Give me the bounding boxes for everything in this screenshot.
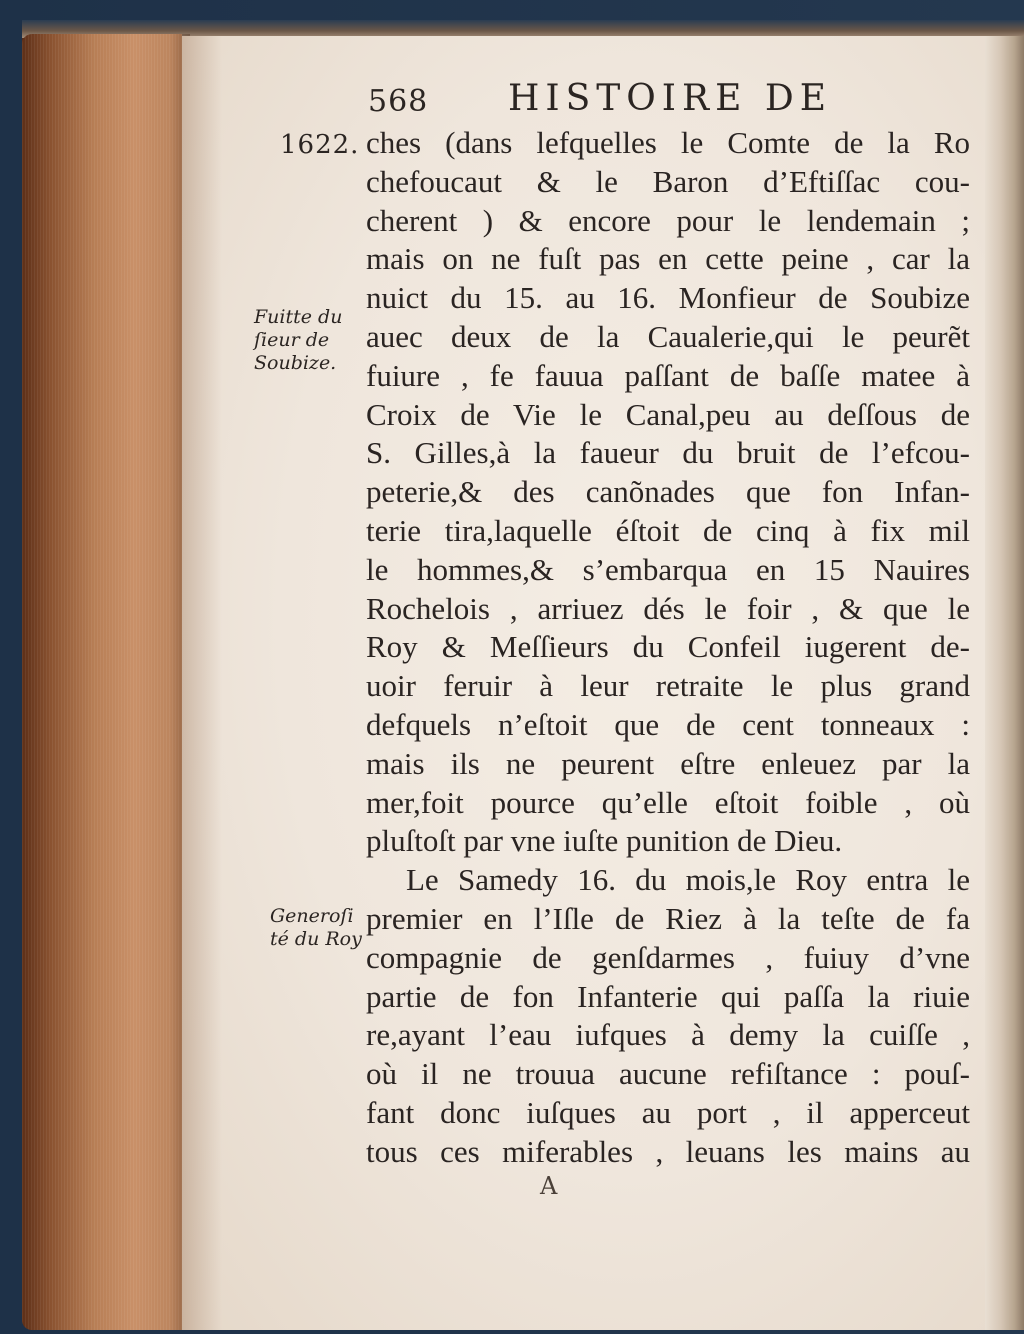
running-title: HISTOIRE DE <box>508 78 832 119</box>
text-line: uoir feruir à leur retraite le plus grand <box>366 668 970 704</box>
text-line: pluſtoſt par vne iuſte punition de Dieu. <box>366 823 843 859</box>
text-line: Rochelois , arriuez dés le foir , & que le <box>366 590 970 626</box>
text-line: cherent ) & encore pour le lendemain ; <box>366 202 970 238</box>
text-line: defquels n’eſtoit que de cent tonneaux : <box>366 706 970 742</box>
running-head <box>368 78 858 128</box>
text-line: Roy & Meſſieurs du Confeil iugerent de- <box>366 629 970 665</box>
sidenote-king-generosity <box>270 905 380 951</box>
text-line: mer,foit pource qu’elle eſtoit foible , où <box>366 784 970 820</box>
text-line: premier en l’Iſle de Riez à la teſte de fa <box>366 900 970 936</box>
text-line: peterie,& des canõnades que fon Infan- <box>366 474 970 510</box>
text-line: le hommes,& s’embarqua en 15 Nauires <box>366 551 970 587</box>
sidenote-line: Soubize. <box>254 352 337 374</box>
sidenote-line: Generoſi <box>270 905 354 927</box>
sidenote-line: té du Roy <box>270 928 362 950</box>
sidenote-line: ſieur de <box>254 329 330 351</box>
text-line: S. Gilles,à la faueur du bruit de l’efcou- <box>366 435 970 471</box>
text-line: compagnie de genſdarmes , fuiuy d’vne <box>366 939 970 975</box>
text-line: mais on ne fuſt pas en cette peine , car la <box>366 241 970 277</box>
text-line: mais ils ne peurent eſtre enleuez par la <box>366 745 970 781</box>
text-line: partie de fon Infanterie qui paſſa la riuie <box>366 978 970 1014</box>
page-gutter <box>985 36 1024 1330</box>
text-line: re,ayant l’eau iufques à demy la cuiſſe , <box>366 1017 970 1053</box>
text-line: fuiure , fe fauua paſſant de baſſe matee à <box>366 357 970 393</box>
text-line: Le Samedy 16. du mois,le Roy entra le <box>406 862 970 898</box>
text-line: fant donc iuſques au port , il apperceut <box>366 1094 970 1130</box>
text-line: où il ne trouua aucune refiſtance : pouſ- <box>366 1056 970 1092</box>
text-line: tous ces miferables , leuans les mains au <box>366 1133 970 1169</box>
page-shading <box>182 36 222 1330</box>
body-text <box>366 124 970 1172</box>
text-line: Croix de Vie le Canal,peu au deſſous de <box>366 396 970 432</box>
signature-mark: A <box>540 1172 558 1200</box>
sidenote-soubize-flight <box>254 306 364 375</box>
text-line: terie tira,laquelle éſtoit de cinq à fix mil <box>366 512 970 548</box>
text-line: ches (dans lefquelles le Comte de la Ro <box>366 125 970 160</box>
text-line: auec deux de la Caualerie,qui le peurẽt <box>366 318 970 354</box>
page-fore-edge <box>22 34 182 1330</box>
text-line: nuict du 15. au 16. Monfieur de Soubize <box>366 280 970 316</box>
text-line: chefoucaut & le Baron d’Eftiſſac cou- <box>366 163 970 199</box>
sidenote-line: Fuitte du <box>254 306 343 328</box>
margin-year: 1622. <box>280 130 360 160</box>
page-number: 568 <box>368 84 429 119</box>
